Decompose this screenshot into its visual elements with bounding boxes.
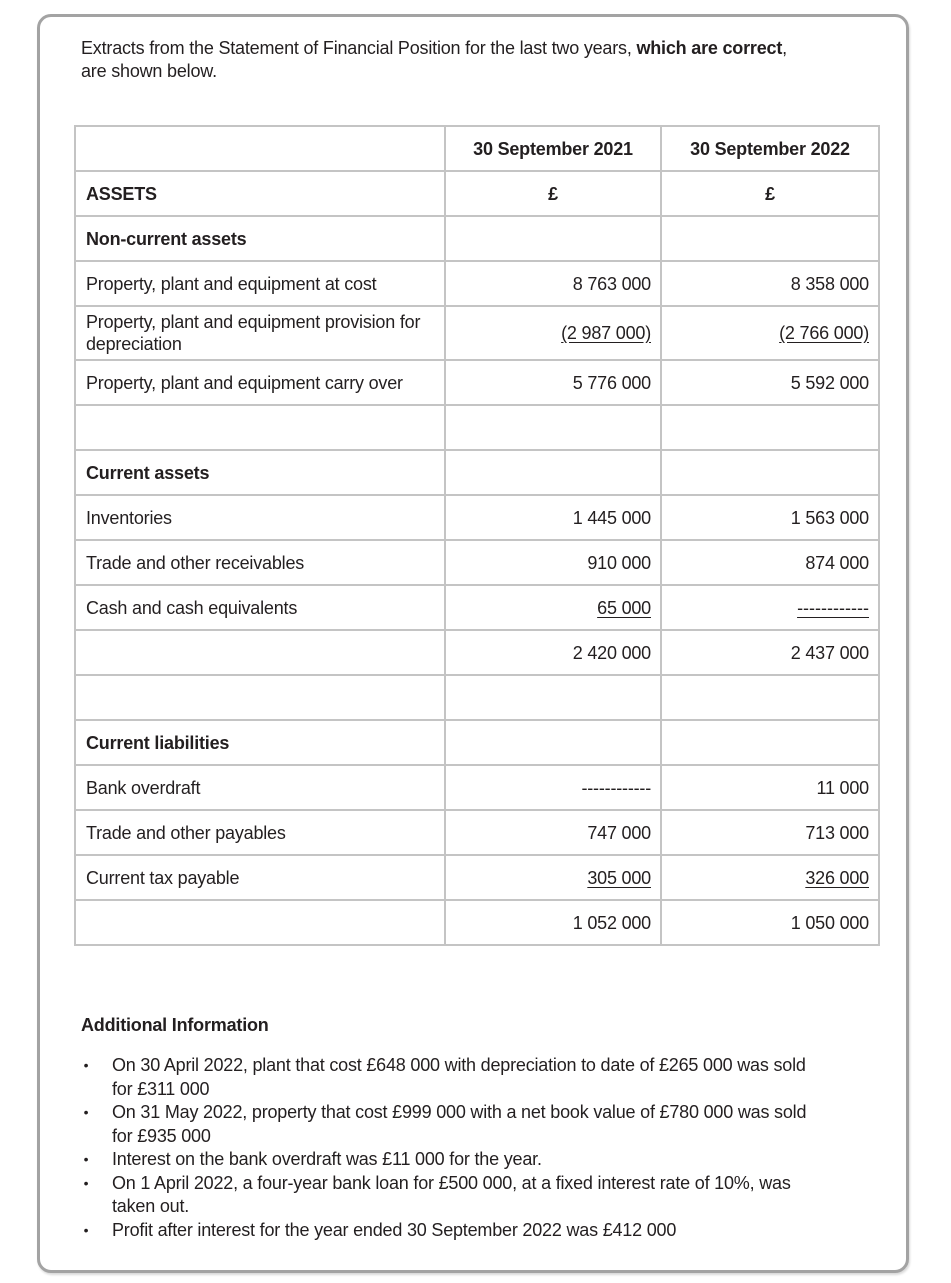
bullet-icon: • (83, 1151, 89, 1167)
value-2021 (445, 405, 661, 450)
list-item (81, 1148, 821, 1172)
value-2021 (445, 675, 661, 720)
table-row-section (75, 450, 879, 495)
value-2022: 1 563 000 (661, 495, 879, 540)
underlined-value: 326 000 (805, 867, 869, 888)
row-label (75, 675, 445, 720)
list-item-text: Profit after interest for the year ended 30 September 2022 was £412 000 (112, 1219, 677, 1240)
header-cell-2022: 30 September 2022 (661, 126, 879, 171)
row-label: Current tax payable (75, 855, 445, 900)
bullet-icon: • (83, 1057, 89, 1073)
row-label: Inventories (75, 495, 445, 540)
currency-2021: £ (445, 171, 661, 216)
row-label: Bank overdraft (75, 765, 445, 810)
row-label: Cash and cash equivalents (75, 585, 445, 630)
section-label: Current assets (75, 450, 445, 495)
table-row (75, 585, 879, 630)
value-2022: 874 000 (661, 540, 879, 585)
value-2022: 5 592 000 (661, 360, 879, 405)
underlined-value: 305 000 (587, 867, 651, 888)
financial-position-table (74, 125, 880, 946)
underlined-value: (2 987 000) (561, 323, 651, 343)
row-label: Trade and other payables (75, 810, 445, 855)
table-row (75, 855, 879, 900)
value-2022 (661, 216, 879, 261)
value-2021: 8 763 000 (445, 261, 661, 306)
table-row-empty (75, 405, 879, 450)
row-label (75, 900, 445, 945)
table-row (75, 495, 879, 540)
value-2022 (661, 306, 879, 360)
value-2022 (661, 405, 879, 450)
value-2022 (661, 675, 879, 720)
value-2022 (661, 450, 879, 495)
table-row-subtotal (75, 630, 879, 675)
header-cell-2021: 30 September 2021 (445, 126, 661, 171)
value-2022: 11 000 (661, 765, 879, 810)
row-label (75, 630, 445, 675)
value-2021 (445, 585, 661, 630)
row-label: Property, plant and equipment provision for depreciation (75, 306, 445, 360)
list-item-text: On 31 May 2022, property that cost £999 000 with a net book value of £780 000 was sold for £935 000 (112, 1102, 807, 1146)
section-label: Non-current assets (75, 216, 445, 261)
intro-paragraph (81, 37, 801, 83)
row-label: Property, plant and equipment carry over (75, 360, 445, 405)
intro-emphasis: which are correct (636, 38, 783, 58)
table-row-section (75, 216, 879, 261)
row-label: ASSETS (75, 171, 445, 216)
list-item-text: On 1 April 2022, a four-year bank loan for £500 000, at a fixed interest rate of 10%, was taken out. (112, 1172, 791, 1216)
bullet-icon: • (83, 1221, 89, 1238)
list-item-text: On 30 April 2022, plant that cost £648 000 with depreciation to date of £265 000 was sold for £311 000 (112, 1055, 806, 1099)
additional-information-list (81, 1054, 821, 1242)
table-row (75, 306, 879, 360)
row-label (75, 405, 445, 450)
subtotal-2022: 2 437 000 (661, 630, 879, 675)
subtotal-2021: 2 420 000 (445, 630, 661, 675)
table-header-row (75, 126, 879, 171)
bullet-icon: • (83, 1174, 89, 1191)
table-row (75, 810, 879, 855)
table-row (75, 765, 879, 810)
underlined-value: (2 766 000) (779, 323, 869, 343)
value-2021: 747 000 (445, 810, 661, 855)
value-2021 (445, 216, 661, 261)
value-2022: 8 358 000 (661, 261, 879, 306)
list-item (81, 1054, 821, 1101)
row-label: Property, plant and equipment at cost (75, 261, 445, 306)
underlined-dash: ------------ (797, 597, 869, 618)
table-row (75, 261, 879, 306)
value-2021: 910 000 (445, 540, 661, 585)
list-item (81, 1101, 821, 1148)
value-2021 (445, 855, 661, 900)
list-item (81, 1172, 821, 1219)
value-2021 (445, 720, 661, 765)
intro-text-end: , are shown below. (81, 38, 787, 81)
value-2022 (661, 585, 879, 630)
list-item-text: Interest on the bank overdraft was £11 000 for the year. (112, 1149, 542, 1169)
value-2021 (445, 306, 661, 360)
table-row-empty (75, 675, 879, 720)
table-row-assets (75, 171, 879, 216)
value-2022 (661, 855, 879, 900)
table-row (75, 540, 879, 585)
value-2021: 1 445 000 (445, 495, 661, 540)
currency-2022: £ (661, 171, 879, 216)
underlined-value: 65 000 (597, 597, 651, 618)
subtotal-2022: 1 050 000 (661, 900, 879, 945)
value-2021: ------------ (445, 765, 661, 810)
header-cell-label (75, 126, 445, 171)
list-item (81, 1219, 821, 1243)
table-row-section (75, 720, 879, 765)
row-label: Trade and other receivables (75, 540, 445, 585)
intro-text: Extracts from the Statement of Financial Position for the last two years, (81, 38, 637, 58)
value-2022: 713 000 (661, 810, 879, 855)
table-row (75, 360, 879, 405)
section-label: Current liabilities (75, 720, 445, 765)
value-2021 (445, 450, 661, 495)
additional-information-heading: Additional Information (81, 1015, 269, 1035)
table-row-subtotal (75, 900, 879, 945)
bullet-icon: • (83, 1104, 89, 1120)
value-2021: 5 776 000 (445, 360, 661, 405)
value-2022 (661, 720, 879, 765)
subtotal-2021: 1 052 000 (445, 900, 661, 945)
